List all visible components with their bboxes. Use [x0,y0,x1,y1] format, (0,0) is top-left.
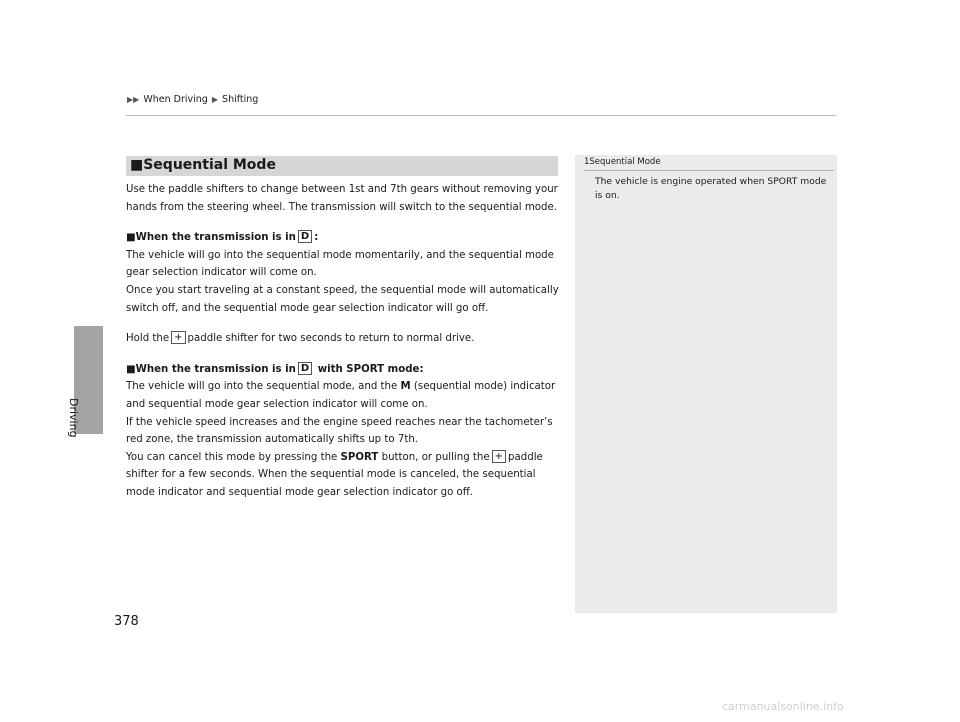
plus-paddle-key-icon: + [171,331,185,344]
sidebar-chapter-label: Driving [67,398,80,438]
subheading-suffix: : [314,232,319,244]
breadcrumb-item-shifting[interactable]: Shifting [222,94,259,105]
sub2-line1 [126,378,562,413]
breadcrumb-arrow-icon: ▶ [211,95,219,104]
section-title: ■Sequential Mode [130,157,276,173]
plus-paddle-key-icon: + [492,450,506,463]
sub2-line3 [126,449,562,502]
sub2-line3-pre: You can cancel this mode by pressing the [126,451,338,463]
gear-d-key-icon: D [298,230,312,243]
side-note-heading[interactable]: 1Sequential Mode [584,157,834,171]
sub2-line1-post: (sequential mode) indicator and sequential mode gear selection indicator will come on. [126,381,556,410]
breadcrumb [126,94,258,105]
subheading-text: ■When the transmission is in [126,363,296,375]
subheading-d-sport [126,361,562,379]
side-note-panel [575,155,837,613]
breadcrumb-item-when-driving[interactable]: When Driving [143,94,208,105]
subheading-suffix: with SPORT mode: [317,363,424,375]
sidebar-blank [74,0,103,326]
subheading-d [126,229,562,247]
sub2-line3-post: paddle shifter for a few seconds. When the sequential mode is canceled, the sequential mode indicator and sequential mode gear selection indicator go off. [126,451,543,498]
side-note-body: The vehicle is engine operated when SPORT mode is on. [595,176,827,201]
page-number: 378 [114,614,139,629]
hold-text-pre: Hold the [126,333,170,345]
subheading-text: ■When the transmission is in [126,232,296,244]
header-divider [126,115,836,116]
intro-paragraph: Use the paddle shifters to change between 1st and 7th gears without removing your hands from the steering wheel. The transmission will switch to the sequential mode. [126,184,558,213]
sub1-line1: The vehicle will go into the sequential mode momentarily, and the sequential mode gear selection indicator will come on. [126,249,554,279]
sport-button-label: SPORT [340,451,379,463]
gear-d-key-icon: D [298,362,312,375]
hold-text-post: paddle shifter for two seconds to return to normal drive. [187,333,475,345]
m-indicator-label: M [400,381,411,393]
hold-instruction [126,330,562,348]
sub1-line2: Once you start traveling at a constant speed, the sequential mode will automatically switch off, and the sequential mode gear selection indicator will go off. [126,284,559,314]
main-content [126,181,562,502]
watermark: carmanualsonline.info [722,700,844,713]
sub2-line2: If the vehicle speed increases and the engine speed reaches near the tachometer’s red zone, the transmission automatically shifts up to 7th. [126,416,553,446]
sub2-line1-pre: The vehicle will go into the sequential mode, and the [126,381,398,393]
sub2-line3-mid: button, or pulling the [381,451,490,463]
breadcrumb-arrow-icon: ▶▶ [127,95,140,104]
